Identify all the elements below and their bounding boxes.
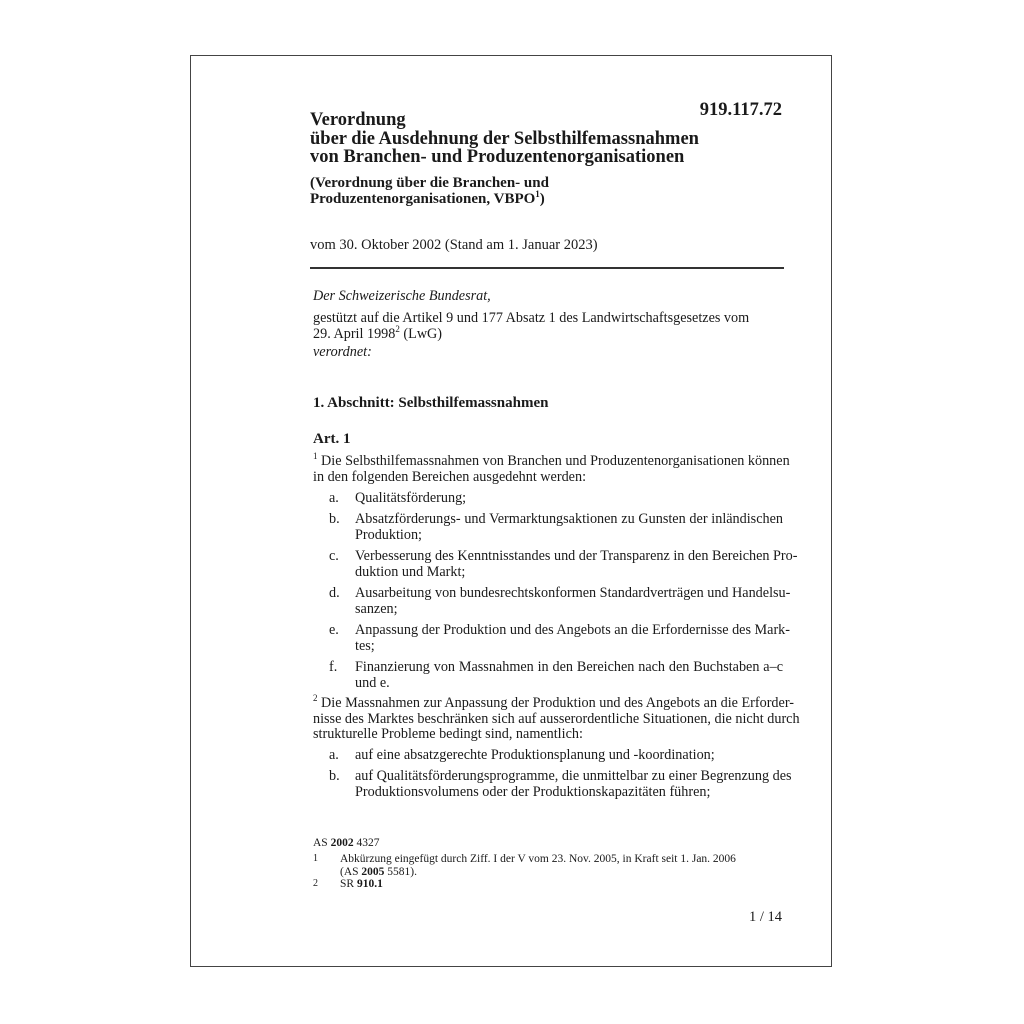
preamble-decree: verordnet: — [313, 344, 372, 360]
title-line: über die Ausdehnung der Selbsthilfemassnahmen — [310, 128, 699, 149]
footnote-ref[interactable]: 2 — [395, 323, 400, 334]
paragraph-number: 1 — [313, 451, 318, 461]
preamble-basis: gestützt auf die Artikel 9 und 177 Absatz 1 des Landwirtschaftsgesetzes vom 29. April 1998$^2$ (LwG) — [313, 310, 750, 342]
title-line: Verordnung — [310, 110, 406, 130]
article-title: Art. 1 — [313, 431, 351, 447]
document-title — [310, 111, 699, 167]
title-line: von Branchen- und Produzentenorganisationen — [310, 147, 685, 167]
page-number: 1 / 14 — [748, 909, 782, 925]
preamble-authority: Der Schweizerische Bundesrat, — [313, 288, 491, 304]
document-page: 919.117.72 Verordnung über die Ausdehnung der Selbsthilfemassnahmen von Branchen- und Produzentenorganisationen (Verordnung über die Branchen- und Produzentenorganisationen, VBPO$^1$) vom 30. Oktober 2002 (Stand am 1. Januar 2023) Der Schweizerische Bundesrat, gestützt auf die Artikel 9 und 177 Absatz 1 des Landwirtschaftsgesetzes vom 29. April 1998$^2$ (LwG) verordnet: 1. Abschnitt: Selbsthilfemassnahmen Art. 1 $^1$ Die Selbsthilfemassnahmen von Branchen und Produzentenorganisationen können in den folgenden Bereichen ausgedehnt werden: a. Qualitätsförderung; b. Absatzförderungs- und Vermarktungsaktionen zu Gunsten der inländischen Produktion; c. Verbesserung des Kenntnisstandes und der Transparenz in den Bereichen Pro- duktion und Markt; d. Ausarbeitung von bundesrechtskonformen Standardverträgen und Handelsu- sanzen; e. Anpassung der Produktion und des Angebots an die Erfordernisse des Mark- tes; f. Finanzierung von Massnahmen in den Bereichen nach den Buchstaben a–c und e. $^2$ Die Massnahmen zur Anpassung der Produktion und des Angebots an die Erforder- nisse des Marktes beschränken sich auf ausserordentliche Situationen, die nicht durch strukturelle Probleme bedingt sind, namentlich: a. auf eine absatzgerechte Produktionsplanung und -koordination; b. auf Qualitätsförderungsprogramme, die unmittelbar zu einer Begrenzung des Produktionsvolumens oder der Produktionskapazitäten führen; AS 2002 4327 1 Abkürzung eingefügt durch Ziff. I der V vom 23. Nov. 2005, in Kraft seit 1. Jan. 2006 (AS 2005 5581). 2 SR 910.1 1 / 14 — [190, 55, 832, 967]
short-title-line: Produzentenorganisationen, VBPO$^1$) — [310, 189, 545, 207]
sr-reference-link[interactable]: 910.1 — [356, 878, 383, 890]
date-line: vom 30. Oktober 2002 (Stand am 1. Januar 2023) — [310, 237, 598, 253]
article-paragraph-1: $^1$ Die Selbsthilfemassnahmen von Branchen und Produzentenorganisationen können in den folgenden Bereichen ausgedehnt werden: — [313, 451, 790, 485]
paragraph-number: 2 — [313, 693, 318, 703]
article-paragraph-2: $^2$ Die Massnahmen zur Anpassung der Produktion und des Angebots an die Erforder- nisse des Marktes beschränken sich auf ausserordentliche Situationen, die nicht durch strukturelle Probleme bedingt sind, namentlich: — [313, 693, 800, 742]
official-compilation-ref: AS 2002 4327 — [313, 837, 380, 849]
short-title — [310, 175, 549, 207]
horizontal-divider — [310, 267, 784, 269]
footnote-ref[interactable]: 1 — [535, 189, 540, 199]
sr-number: 919.117.72 — [699, 100, 782, 120]
short-title-line: (Verordnung über die Branchen- und — [310, 175, 549, 191]
section-title: 1. Abschnitt: Selbsthilfemassnahmen — [313, 395, 549, 411]
